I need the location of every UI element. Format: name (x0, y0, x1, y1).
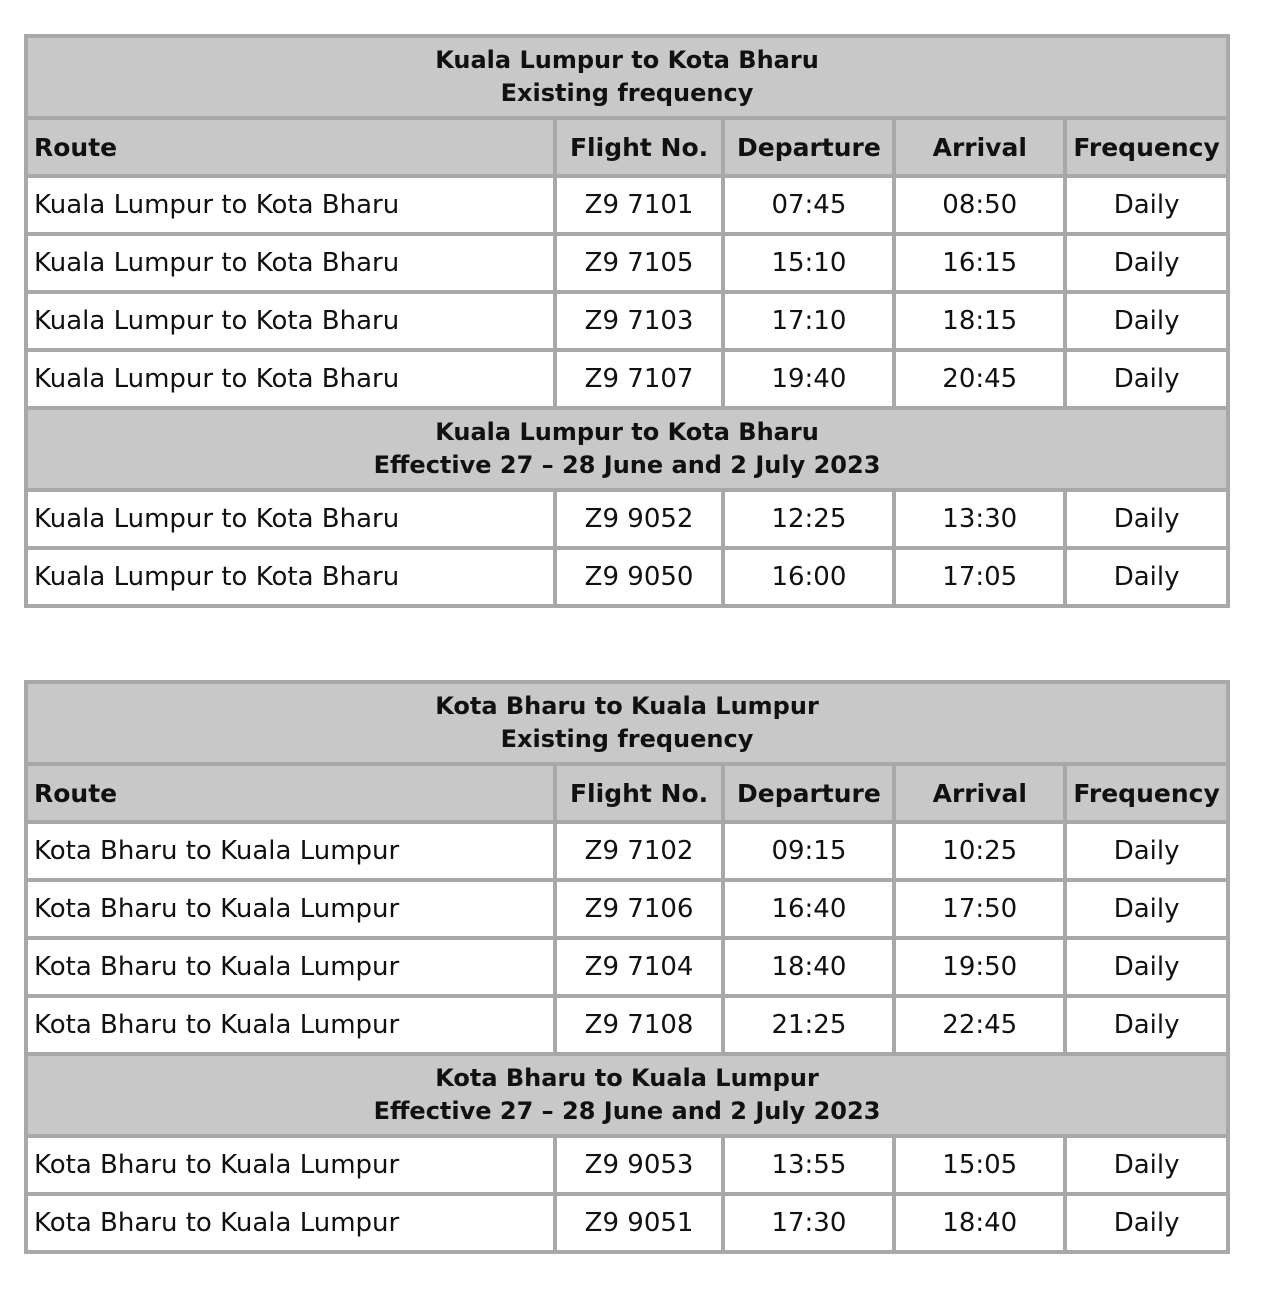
departure-cell: 15:10 (725, 236, 892, 290)
departure-cell: 17:30 (725, 1196, 892, 1250)
section-subtitle: Existing frequency (500, 725, 754, 753)
departure-cell: 07:45 (725, 178, 892, 232)
route-cell: Kota Bharu to Kuala Lumpur (28, 1196, 553, 1250)
route-cell: Kuala Lumpur to Kota Bharu (28, 294, 553, 348)
frequency-cell: Daily (1067, 998, 1226, 1052)
frequency-cell: Daily (1067, 236, 1226, 290)
section-header (28, 38, 1226, 116)
table-row (28, 998, 1226, 1052)
arrival-cell: 08:50 (896, 178, 1063, 232)
arrival-cell: 22:45 (896, 998, 1063, 1052)
column-header-arrival: Arrival (896, 120, 1063, 174)
frequency-cell: Daily (1067, 178, 1226, 232)
section-header (28, 410, 1226, 488)
column-header-row (28, 120, 1226, 174)
route-cell: Kota Bharu to Kuala Lumpur (28, 882, 553, 936)
route-cell: Kuala Lumpur to Kota Bharu (28, 550, 553, 604)
section-subtitle: Existing frequency (500, 79, 754, 107)
frequency-cell: Daily (1067, 940, 1226, 994)
flight-cell: Z9 7105 (557, 236, 722, 290)
route-cell: Kuala Lumpur to Kota Bharu (28, 236, 553, 290)
table-row (28, 550, 1226, 604)
departure-cell: 16:00 (725, 550, 892, 604)
section-header (28, 1056, 1226, 1134)
table-row (28, 940, 1226, 994)
column-header-frequency: Frequency (1067, 120, 1226, 174)
table-row (28, 882, 1226, 936)
column-header-departure: Departure (725, 766, 892, 820)
frequency-cell: Daily (1067, 550, 1226, 604)
frequency-cell: Daily (1067, 1196, 1226, 1250)
flight-cell: Z9 9050 (557, 550, 722, 604)
departure-cell: 17:10 (725, 294, 892, 348)
table-row (28, 824, 1226, 878)
flight-cell: Z9 7108 (557, 998, 722, 1052)
frequency-cell: Daily (1067, 492, 1226, 546)
section-title: Kota Bharu to Kuala Lumpur (435, 1064, 819, 1092)
column-header-route: Route (28, 766, 553, 820)
section-subtitle: Effective 27 – 28 June and 2 July 2023 (373, 1097, 881, 1125)
table-row (28, 294, 1226, 348)
table-row (28, 236, 1226, 290)
schedule-table-kl-to-kb (24, 34, 1230, 608)
departure-cell: 09:15 (725, 824, 892, 878)
route-cell: Kota Bharu to Kuala Lumpur (28, 824, 553, 878)
arrival-cell: 16:15 (896, 236, 1063, 290)
arrival-cell: 20:45 (896, 352, 1063, 406)
flight-cell: Z9 7107 (557, 352, 722, 406)
flight-cell: Z9 7104 (557, 940, 722, 994)
column-header-row (28, 766, 1226, 820)
route-cell: Kuala Lumpur to Kota Bharu (28, 492, 553, 546)
frequency-cell: Daily (1067, 882, 1226, 936)
column-header-flight-no: Flight No. (557, 120, 722, 174)
column-header-flight-no: Flight No. (557, 766, 722, 820)
section-title: Kuala Lumpur to Kota Bharu (435, 46, 819, 74)
frequency-cell: Daily (1067, 824, 1226, 878)
arrival-cell: 13:30 (896, 492, 1063, 546)
arrival-cell: 19:50 (896, 940, 1063, 994)
departure-cell: 13:55 (725, 1138, 892, 1192)
flight-cell: Z9 7101 (557, 178, 722, 232)
flight-cell: Z9 7106 (557, 882, 722, 936)
flight-cell: Z9 9052 (557, 492, 722, 546)
column-header-frequency: Frequency (1067, 766, 1226, 820)
section-title: Kota Bharu to Kuala Lumpur (435, 692, 819, 720)
column-header-arrival: Arrival (896, 766, 1063, 820)
departure-cell: 19:40 (725, 352, 892, 406)
section-header (28, 684, 1226, 762)
section-subtitle: Effective 27 – 28 June and 2 July 2023 (373, 451, 881, 479)
departure-cell: 16:40 (725, 882, 892, 936)
departure-cell: 12:25 (725, 492, 892, 546)
arrival-cell: 10:25 (896, 824, 1063, 878)
frequency-cell: Daily (1067, 1138, 1226, 1192)
departure-cell: 21:25 (725, 998, 892, 1052)
flight-cell: Z9 9053 (557, 1138, 722, 1192)
schedule-table-kb-to-kl (24, 680, 1230, 1254)
table-row (28, 1138, 1226, 1192)
table-row (28, 352, 1226, 406)
frequency-cell: Daily (1067, 352, 1226, 406)
arrival-cell: 17:50 (896, 882, 1063, 936)
route-cell: Kuala Lumpur to Kota Bharu (28, 352, 553, 406)
table-row (28, 1196, 1226, 1250)
arrival-cell: 18:40 (896, 1196, 1063, 1250)
table-row (28, 492, 1226, 546)
arrival-cell: 17:05 (896, 550, 1063, 604)
column-header-departure: Departure (725, 120, 892, 174)
section-title: Kuala Lumpur to Kota Bharu (435, 418, 819, 446)
departure-cell: 18:40 (725, 940, 892, 994)
column-header-route: Route (28, 120, 553, 174)
frequency-cell: Daily (1067, 294, 1226, 348)
flight-cell: Z9 7102 (557, 824, 722, 878)
table-row (28, 178, 1226, 232)
flight-cell: Z9 7103 (557, 294, 722, 348)
route-cell: Kota Bharu to Kuala Lumpur (28, 1138, 553, 1192)
flight-cell: Z9 9051 (557, 1196, 722, 1250)
route-cell: Kota Bharu to Kuala Lumpur (28, 998, 553, 1052)
arrival-cell: 15:05 (896, 1138, 1063, 1192)
arrival-cell: 18:15 (896, 294, 1063, 348)
route-cell: Kuala Lumpur to Kota Bharu (28, 178, 553, 232)
route-cell: Kota Bharu to Kuala Lumpur (28, 940, 553, 994)
